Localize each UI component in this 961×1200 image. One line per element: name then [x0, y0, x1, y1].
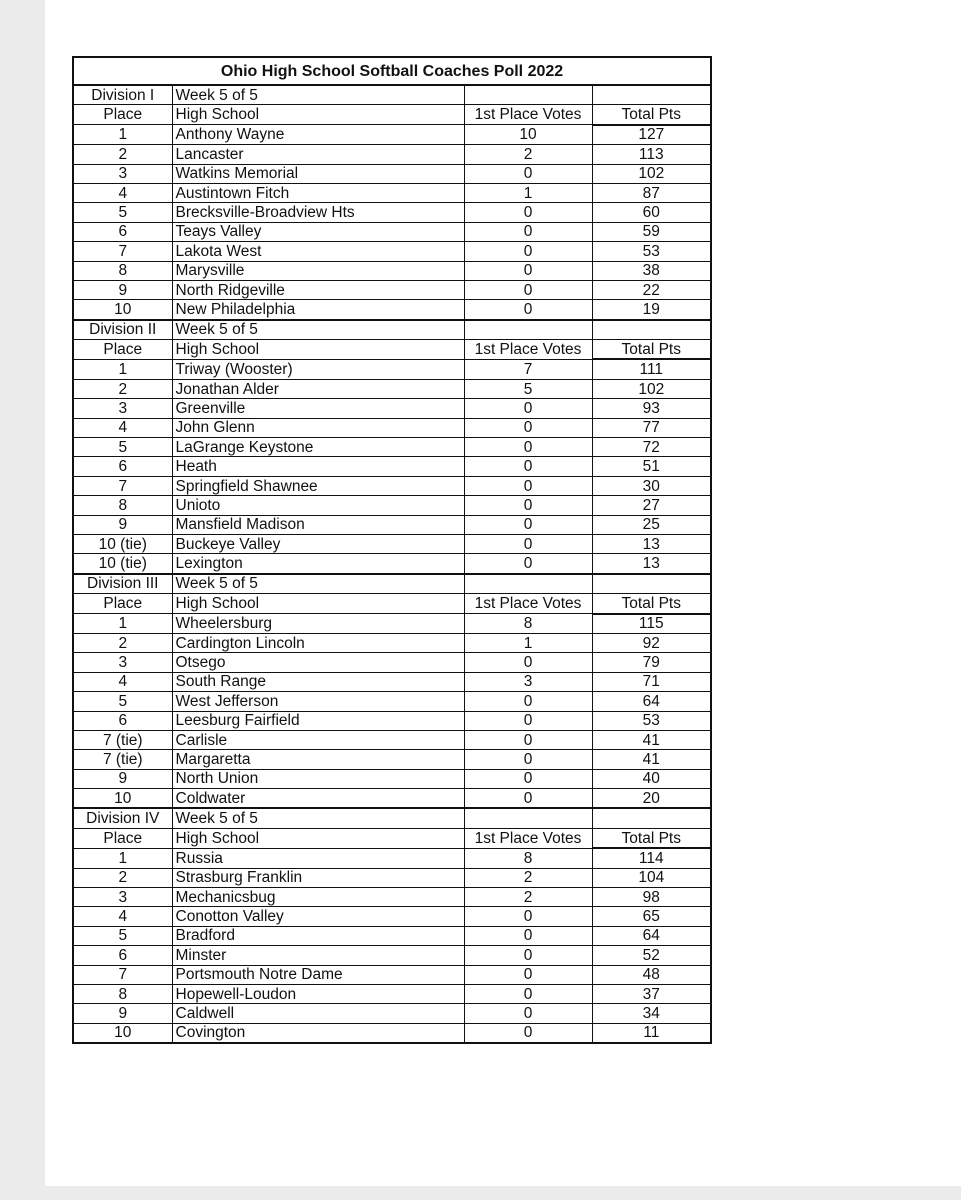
school-cell: Russia	[172, 848, 464, 868]
points-cell: 102	[592, 164, 711, 183]
votes-cell: 1	[464, 633, 592, 652]
school-cell: Teays Valley	[172, 222, 464, 241]
place-cell: 3	[73, 164, 172, 183]
school-cell: Heath	[172, 457, 464, 476]
header-place: Place	[73, 828, 172, 848]
table-row	[73, 438, 711, 457]
points-cell: 53	[592, 242, 711, 261]
votes-cell: 3	[464, 672, 592, 691]
division-week: Week 5 of 5	[172, 808, 464, 828]
votes-cell: 0	[464, 418, 592, 437]
header-votes: 1st Place Votes	[464, 828, 592, 848]
school-cell: Greenville	[172, 399, 464, 418]
points-cell: 71	[592, 672, 711, 691]
table-row	[73, 672, 711, 691]
place-cell: 10	[73, 789, 172, 809]
table-row	[73, 379, 711, 398]
place-cell: 4	[73, 183, 172, 202]
column-header-row	[73, 594, 711, 614]
empty-cell	[592, 85, 711, 105]
points-cell: 48	[592, 965, 711, 984]
votes-cell: 0	[464, 769, 592, 788]
coaches-poll-table	[72, 56, 712, 1044]
school-cell: Carlisle	[172, 730, 464, 749]
table-row	[73, 242, 711, 261]
place-cell: 4	[73, 418, 172, 437]
points-cell: 65	[592, 907, 711, 926]
table-row	[73, 926, 711, 945]
votes-cell: 0	[464, 984, 592, 1003]
votes-cell: 0	[464, 965, 592, 984]
place-cell: 5	[73, 692, 172, 711]
votes-cell: 2	[464, 888, 592, 907]
school-cell: Wheelersburg	[172, 614, 464, 634]
place-cell: 9	[73, 280, 172, 299]
school-cell: Watkins Memorial	[172, 164, 464, 183]
votes-cell: 0	[464, 711, 592, 730]
school-cell: North Union	[172, 769, 464, 788]
place-cell: 1	[73, 848, 172, 868]
table-row	[73, 399, 711, 418]
place-cell: 2	[73, 379, 172, 398]
table-row	[73, 946, 711, 965]
header-points: Total Pts	[592, 594, 711, 614]
table-row	[73, 614, 711, 634]
points-cell: 25	[592, 515, 711, 534]
table-row	[73, 261, 711, 280]
table-row	[73, 457, 711, 476]
column-header-row	[73, 340, 711, 360]
votes-cell: 0	[464, 203, 592, 222]
votes-cell: 0	[464, 750, 592, 769]
school-cell: Mansfield Madison	[172, 515, 464, 534]
points-cell: 98	[592, 888, 711, 907]
points-cell: 77	[592, 418, 711, 437]
place-cell: 9	[73, 515, 172, 534]
votes-cell: 0	[464, 926, 592, 945]
empty-cell	[464, 808, 592, 828]
place-cell: 2	[73, 633, 172, 652]
division-row	[73, 808, 711, 828]
place-cell: 10	[73, 300, 172, 320]
school-cell: Lancaster	[172, 145, 464, 164]
table-row	[73, 125, 711, 145]
points-cell: 104	[592, 868, 711, 887]
place-cell: 2	[73, 145, 172, 164]
header-school: High School	[172, 594, 464, 614]
votes-cell: 0	[464, 222, 592, 241]
points-cell: 113	[592, 145, 711, 164]
points-cell: 13	[592, 554, 711, 574]
place-cell: 6	[73, 711, 172, 730]
table-row	[73, 965, 711, 984]
table-row	[73, 145, 711, 164]
school-cell: Jonathan Alder	[172, 379, 464, 398]
points-cell: 40	[592, 769, 711, 788]
place-cell: 5	[73, 926, 172, 945]
points-cell: 92	[592, 633, 711, 652]
school-cell: Coldwater	[172, 789, 464, 809]
votes-cell: 0	[464, 789, 592, 809]
table-row	[73, 868, 711, 887]
table-row	[73, 750, 711, 769]
place-cell: 3	[73, 888, 172, 907]
table-row	[73, 183, 711, 202]
header-school: High School	[172, 828, 464, 848]
table-row	[73, 222, 711, 241]
place-cell: 9	[73, 1004, 172, 1023]
school-cell: South Range	[172, 672, 464, 691]
division-name: Division II	[73, 320, 172, 340]
table-row	[73, 769, 711, 788]
school-cell: Marysville	[172, 261, 464, 280]
votes-cell: 0	[464, 457, 592, 476]
school-cell: Unioto	[172, 496, 464, 515]
empty-cell	[592, 320, 711, 340]
votes-cell: 0	[464, 1023, 592, 1043]
place-cell: 7	[73, 476, 172, 495]
school-cell: Austintown Fitch	[172, 183, 464, 202]
place-cell: 4	[73, 907, 172, 926]
votes-cell: 0	[464, 438, 592, 457]
table-row	[73, 164, 711, 183]
points-cell: 114	[592, 848, 711, 868]
header-school: High School	[172, 105, 464, 125]
votes-cell: 0	[464, 907, 592, 926]
points-cell: 115	[592, 614, 711, 634]
column-header-row	[73, 105, 711, 125]
place-cell: 4	[73, 672, 172, 691]
empty-cell	[464, 85, 592, 105]
votes-cell: 0	[464, 399, 592, 418]
points-cell: 64	[592, 926, 711, 945]
school-cell: Anthony Wayne	[172, 125, 464, 145]
votes-cell: 7	[464, 359, 592, 379]
votes-cell: 0	[464, 242, 592, 261]
place-cell: 1	[73, 125, 172, 145]
table-row	[73, 789, 711, 809]
school-cell: Hopewell-Loudon	[172, 984, 464, 1003]
school-cell: Lexington	[172, 554, 464, 574]
place-cell: 10 (tie)	[73, 554, 172, 574]
header-votes: 1st Place Votes	[464, 105, 592, 125]
table-row	[73, 280, 711, 299]
votes-cell: 0	[464, 164, 592, 183]
division-row	[73, 85, 711, 105]
school-cell: North Ridgeville	[172, 280, 464, 299]
school-cell: Lakota West	[172, 242, 464, 261]
points-cell: 87	[592, 183, 711, 202]
school-cell: LaGrange Keystone	[172, 438, 464, 457]
school-cell: Cardington Lincoln	[172, 633, 464, 652]
points-cell: 38	[592, 261, 711, 280]
place-cell: 1	[73, 359, 172, 379]
points-cell: 52	[592, 946, 711, 965]
points-cell: 64	[592, 692, 711, 711]
table-row	[73, 907, 711, 926]
header-points: Total Pts	[592, 340, 711, 360]
empty-cell	[464, 320, 592, 340]
school-cell: Portsmouth Notre Dame	[172, 965, 464, 984]
school-cell: Bradford	[172, 926, 464, 945]
poll-title: Ohio High School Softball Coaches Poll 2022	[73, 57, 711, 85]
table-row	[73, 711, 711, 730]
table-row	[73, 418, 711, 437]
table-row	[73, 300, 711, 320]
points-cell: 79	[592, 653, 711, 672]
school-cell: Brecksville-Broadview Hts	[172, 203, 464, 222]
header-points: Total Pts	[592, 828, 711, 848]
table-row	[73, 476, 711, 495]
votes-cell: 5	[464, 379, 592, 398]
division-name: Division III	[73, 574, 172, 594]
place-cell: 8	[73, 261, 172, 280]
division-name: Division IV	[73, 808, 172, 828]
school-cell: New Philadelphia	[172, 300, 464, 320]
votes-cell: 8	[464, 848, 592, 868]
votes-cell: 0	[464, 496, 592, 515]
votes-cell: 1	[464, 183, 592, 202]
table-row	[73, 730, 711, 749]
place-cell: 5	[73, 203, 172, 222]
points-cell: 22	[592, 280, 711, 299]
points-cell: 51	[592, 457, 711, 476]
points-cell: 53	[592, 711, 711, 730]
points-cell: 111	[592, 359, 711, 379]
points-cell: 41	[592, 750, 711, 769]
place-cell: 9	[73, 769, 172, 788]
place-cell: 8	[73, 984, 172, 1003]
place-cell: 10	[73, 1023, 172, 1043]
points-cell: 11	[592, 1023, 711, 1043]
place-cell: 5	[73, 438, 172, 457]
place-cell: 7	[73, 965, 172, 984]
column-header-row	[73, 828, 711, 848]
table-row	[73, 984, 711, 1003]
place-cell: 6	[73, 457, 172, 476]
table-row	[73, 554, 711, 574]
votes-cell: 2	[464, 145, 592, 164]
votes-cell: 0	[464, 554, 592, 574]
table-row	[73, 633, 711, 652]
school-cell: Leesburg Fairfield	[172, 711, 464, 730]
division-row	[73, 320, 711, 340]
votes-cell: 2	[464, 868, 592, 887]
place-cell: 6	[73, 946, 172, 965]
empty-cell	[592, 574, 711, 594]
place-cell: 7 (tie)	[73, 730, 172, 749]
division-week: Week 5 of 5	[172, 85, 464, 105]
points-cell: 93	[592, 399, 711, 418]
votes-cell: 0	[464, 1004, 592, 1023]
header-votes: 1st Place Votes	[464, 340, 592, 360]
header-school: High School	[172, 340, 464, 360]
points-cell: 19	[592, 300, 711, 320]
table-row	[73, 359, 711, 379]
header-votes: 1st Place Votes	[464, 594, 592, 614]
school-cell: Otsego	[172, 653, 464, 672]
table-row	[73, 496, 711, 515]
header-points: Total Pts	[592, 105, 711, 125]
school-cell: Covington	[172, 1023, 464, 1043]
place-cell: 3	[73, 653, 172, 672]
table-row	[73, 692, 711, 711]
school-cell: Mechanicsbug	[172, 888, 464, 907]
votes-cell: 0	[464, 476, 592, 495]
votes-cell: 0	[464, 515, 592, 534]
points-cell: 27	[592, 496, 711, 515]
votes-cell: 0	[464, 280, 592, 299]
table-row	[73, 203, 711, 222]
votes-cell: 0	[464, 946, 592, 965]
points-cell: 72	[592, 438, 711, 457]
school-cell: Springfield Shawnee	[172, 476, 464, 495]
place-cell: 7	[73, 242, 172, 261]
school-cell: John Glenn	[172, 418, 464, 437]
table-row	[73, 848, 711, 868]
title-row	[73, 57, 711, 85]
table-row	[73, 1023, 711, 1043]
points-cell: 60	[592, 203, 711, 222]
table-row	[73, 888, 711, 907]
points-cell: 127	[592, 125, 711, 145]
votes-cell: 10	[464, 125, 592, 145]
table-row	[73, 653, 711, 672]
table-row	[73, 515, 711, 534]
votes-cell: 0	[464, 300, 592, 320]
empty-cell	[592, 808, 711, 828]
table-row	[73, 534, 711, 553]
points-cell: 13	[592, 534, 711, 553]
points-cell: 41	[592, 730, 711, 749]
school-cell: Conotton Valley	[172, 907, 464, 926]
school-cell: Buckeye Valley	[172, 534, 464, 553]
division-name: Division I	[73, 85, 172, 105]
table-row	[73, 1004, 711, 1023]
place-cell: 8	[73, 496, 172, 515]
place-cell: 7 (tie)	[73, 750, 172, 769]
points-cell: 102	[592, 379, 711, 398]
header-place: Place	[73, 594, 172, 614]
division-week: Week 5 of 5	[172, 574, 464, 594]
division-week: Week 5 of 5	[172, 320, 464, 340]
school-cell: West Jefferson	[172, 692, 464, 711]
school-cell: Strasburg Franklin	[172, 868, 464, 887]
votes-cell: 0	[464, 534, 592, 553]
place-cell: 6	[73, 222, 172, 241]
place-cell: 3	[73, 399, 172, 418]
place-cell: 2	[73, 868, 172, 887]
school-cell: Triway (Wooster)	[172, 359, 464, 379]
points-cell: 59	[592, 222, 711, 241]
points-cell: 37	[592, 984, 711, 1003]
votes-cell: 0	[464, 730, 592, 749]
empty-cell	[464, 574, 592, 594]
votes-cell: 0	[464, 692, 592, 711]
place-cell: 1	[73, 614, 172, 634]
division-row	[73, 574, 711, 594]
place-cell: 10 (tie)	[73, 534, 172, 553]
votes-cell: 0	[464, 261, 592, 280]
header-place: Place	[73, 340, 172, 360]
votes-cell: 0	[464, 653, 592, 672]
points-cell: 20	[592, 789, 711, 809]
votes-cell: 8	[464, 614, 592, 634]
school-cell: Caldwell	[172, 1004, 464, 1023]
header-place: Place	[73, 105, 172, 125]
points-cell: 30	[592, 476, 711, 495]
school-cell: Margaretta	[172, 750, 464, 769]
points-cell: 34	[592, 1004, 711, 1023]
school-cell: Minster	[172, 946, 464, 965]
